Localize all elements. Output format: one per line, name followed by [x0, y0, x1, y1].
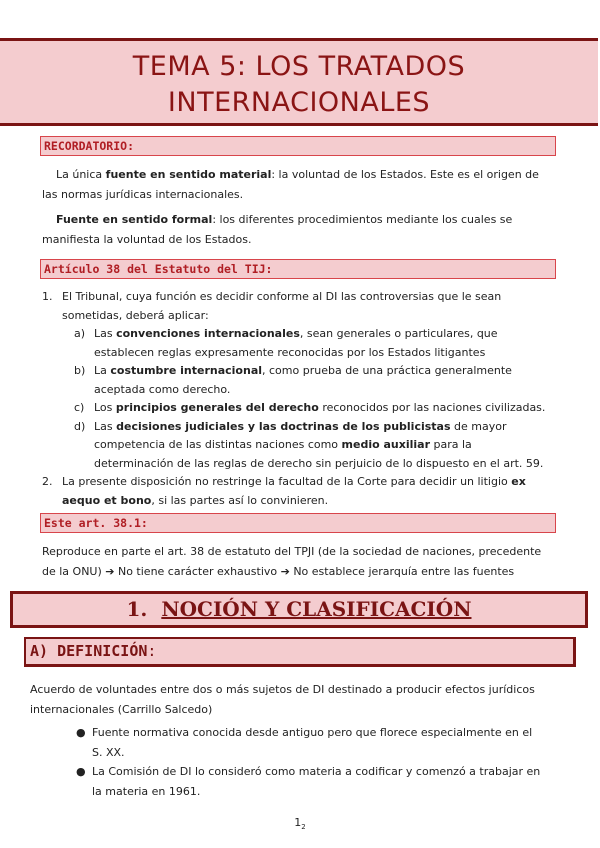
articulo-38-label: Artículo 38 del Estatuto del TIJ:	[40, 259, 556, 279]
recordatorio-label: RECORDATORIO:	[40, 136, 556, 156]
articulo-38-list	[42, 288, 554, 510]
definicion-bullets	[76, 723, 546, 801]
section-1-heading: 1. NOCIÓN Y CLASIFICACIÓN	[10, 591, 588, 628]
definicion-heading: A) DEFINICIÓN:	[24, 637, 576, 667]
document-title	[0, 38, 598, 126]
list-item: ● La Comisión de DI lo consideró como materia a codificar y comenzó a trabajar en la materia en 1961.	[76, 765, 541, 798]
recordatorio-paragraph-2: Fuente en sentido formal: los diferentes procedimientos mediante los cuales se manifiesta la voluntad de los Estados.	[42, 213, 513, 246]
art-38-1-label: Este art. 38.1:	[40, 513, 556, 533]
list-item: 2. La presente disposición no restringe la facultad de la Corte para decidir un litigio ex aequo et bono, si las partes así lo convinieren.	[42, 475, 526, 507]
title-line-2: INTERNACIONALES	[167, 87, 431, 118]
list-item: 1. El Tribunal, cuya función es decidir conforme al DI las controversias que le sean sometidas, deberá aplicar:	[42, 290, 502, 322]
page-number: $1_2$	[294, 816, 306, 832]
list-subitem-a: a) Las convenciones internacionales, sean generales o particulares, que establecen reglas expresamente reconocidas por los Estados litigantes	[74, 327, 498, 359]
list-subitem-d: d) Las decisiones judiciales y las doctrinas de los publicistas de mayor competencia de las distintas naciones como medio auxiliar para la determinación de las reglas de derecho sin perjuicio de lo dispuesto en el art. 59.	[74, 419, 544, 470]
list-subitem-b: b) La costumbre internacional, como prueba de una práctica generalmente aceptada como derecho.	[74, 364, 512, 396]
list-subitem-c: c) Los principios generales del derecho reconocidos por las naciones civilizadas.	[74, 401, 546, 414]
art-38-1-paragraph: Reproduce en parte el art. 38 de estatuto del TPJI (de la sociedad de naciones, precedente de la ONU) ➔ No tiene carácter exhaustivo ➔ No establece jerarquía entre las fuentes	[42, 545, 542, 578]
title-line-1: TEMA 5: LOS TRATADOS	[132, 51, 466, 82]
list-item: ● Fuente normativa conocida desde antiguo pero que florece especialmente en el S. XX.	[76, 726, 533, 759]
recordatorio-paragraph-1: La única fuente en sentido material: la voluntad de los Estados. Este es el origen de las normas jurídicas internacionales.	[42, 168, 539, 201]
definicion-paragraph: Acuerdo de voluntades entre dos o más sujetos de DI destinado a producir efectos jurídicos internacionales (Carrillo Salcedo)	[30, 683, 535, 716]
